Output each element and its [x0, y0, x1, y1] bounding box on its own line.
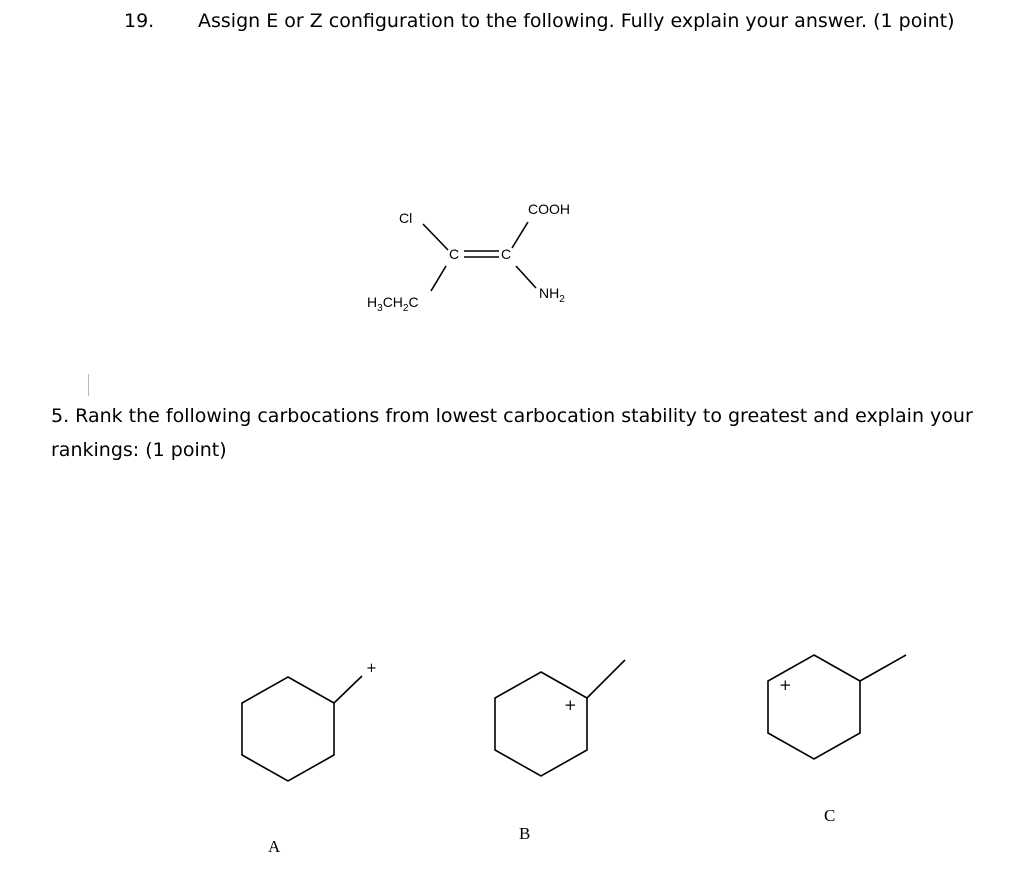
carbocation-c-charge: +	[779, 676, 792, 694]
ethyl-label: $H_3CH_2C$	[367, 294, 419, 314]
cooh-label: COOH	[528, 201, 570, 217]
question-19-text: Assign E or Z configuration to the following. Fully explain your answer. (1 point)	[198, 10, 955, 32]
alkene-carbon-right: C	[501, 246, 512, 262]
carbocation-b-ring	[495, 660, 625, 776]
alkene-carbon-left: C	[449, 246, 460, 262]
carbocation-b-label: B	[519, 824, 531, 843]
carbocation-a-ring	[242, 676, 362, 781]
carbocation-a-charge: +	[366, 661, 377, 676]
carbocation-c-label: C	[824, 806, 836, 825]
carbocation-a-label: A	[268, 837, 281, 856]
question-19-number: 19.	[124, 10, 155, 32]
cl-label: Cl	[399, 210, 413, 226]
carbocation-c-ring	[768, 655, 906, 759]
carbocation-b-charge: +	[564, 696, 577, 714]
question-5-text: 5. Rank the following carbocations from lowest carbocation stability to greatest and explain your rankings: (1 point)	[51, 405, 973, 461]
nh2-label: $NH_2$	[539, 285, 565, 305]
